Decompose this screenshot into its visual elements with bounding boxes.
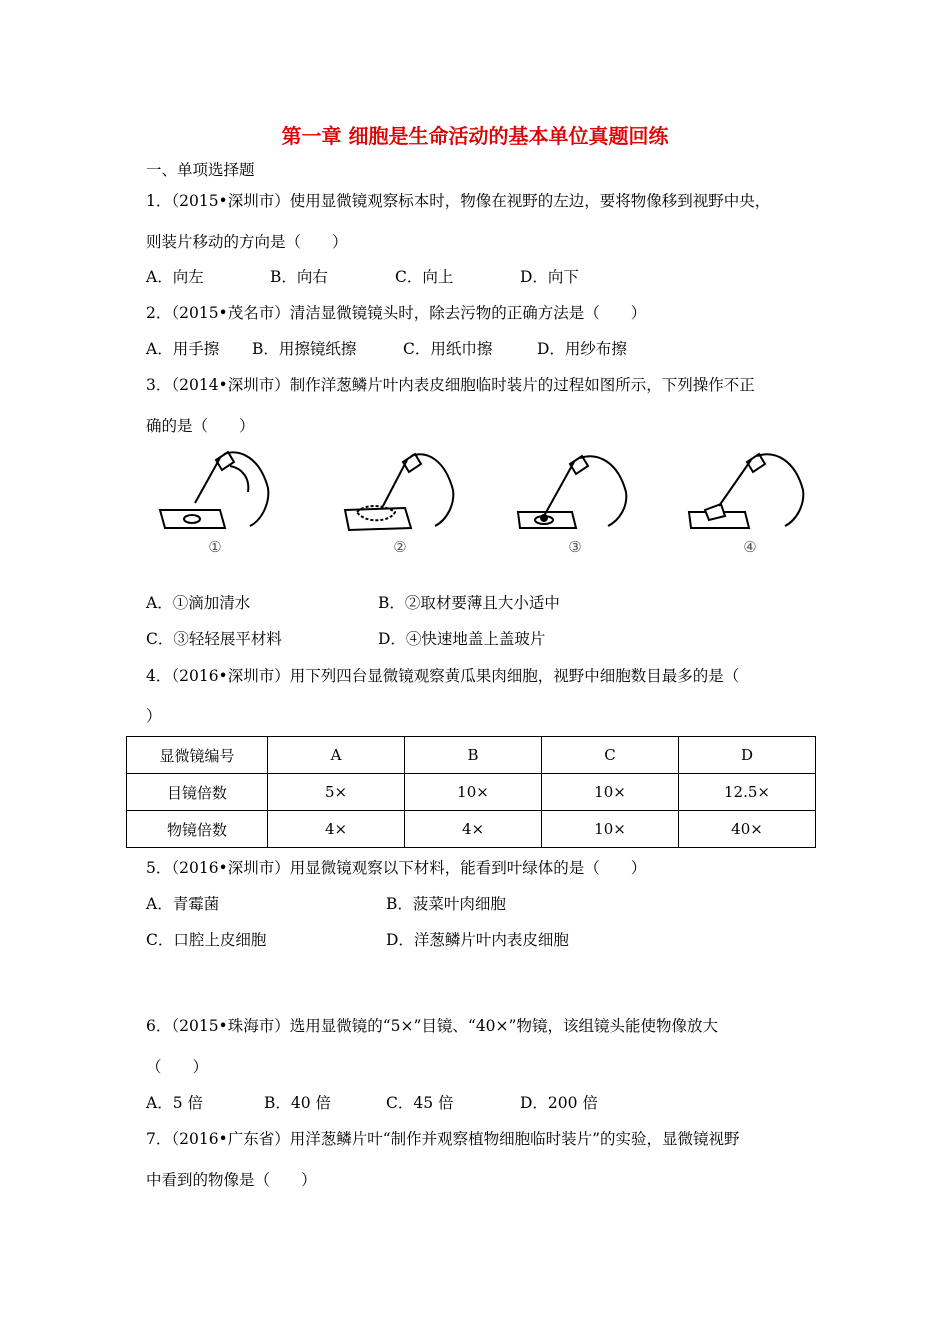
q5-option-a: A．青霉菌	[146, 895, 220, 913]
q6-stem-line2: （ ）	[146, 1058, 209, 1076]
figure-step-3	[510, 448, 640, 558]
table-row	[127, 811, 816, 848]
microscope-table	[126, 736, 816, 848]
table-cell: 4×	[405, 811, 542, 848]
q6-option-b: B．40 倍	[264, 1094, 332, 1112]
q2-option-a: A．用手擦	[146, 340, 220, 358]
q3-stem-line2: 确的是（ ）	[146, 417, 255, 435]
q1-option-b: B．向右	[270, 268, 328, 286]
table-row	[127, 774, 816, 811]
q6-option-a: A．5 倍	[146, 1094, 203, 1112]
q3-option-b: B．②取材要薄且大小适中	[378, 594, 560, 612]
q1-option-a: A．向左	[146, 268, 204, 286]
figure-step-2	[335, 448, 465, 558]
table-cell: 5×	[268, 774, 405, 811]
figure-label-4: ④	[743, 538, 757, 556]
q7-stem-line2: 中看到的物像是（ ）	[146, 1171, 317, 1189]
tissue-sample-illustration	[335, 448, 465, 538]
procedure-figures	[150, 448, 810, 568]
figure-label-2: ②	[393, 538, 407, 556]
spreading-illustration	[510, 448, 640, 538]
q1-option-d: D．向下	[520, 268, 579, 286]
q2-option-b: B．用擦镜纸擦	[252, 340, 357, 358]
q6-option-d: D．200 倍	[520, 1094, 598, 1112]
q5-option-b: B．菠菜叶肉细胞	[386, 895, 506, 913]
table-cell: 目镜倍数	[127, 774, 268, 811]
figure-label-3: ③	[568, 538, 582, 556]
q5-option-d: D．洋葱鳞片叶内表皮细胞	[386, 931, 569, 949]
table-cell: 物镜倍数	[127, 811, 268, 848]
table-header-cell: D	[679, 737, 816, 774]
q2-stem: 2．（2015•茂名市）清洁显微镜镜头时，除去污物的正确方法是（ ）	[146, 304, 647, 322]
q2-option-d: D．用纱布擦	[537, 340, 627, 358]
q4-stem-line2: ）	[146, 707, 162, 725]
section-heading: 一、单项选择题	[146, 161, 255, 179]
figure-step-4	[685, 448, 815, 558]
table-header-cell: A	[268, 737, 405, 774]
q6-option-c: C．45 倍	[386, 1094, 454, 1112]
q3-option-a: A．①滴加清水	[146, 594, 251, 612]
table-header-cell: B	[405, 737, 542, 774]
q3-option-c: C．③轻轻展平材料	[146, 630, 282, 648]
page-title: 第一章 细胞是生命活动的基本单位真题回练	[281, 124, 669, 148]
q7-stem-line1: 7．（2016•广东省）用洋葱鳞片叶“制作并观察植物细胞临时装片”的实验，显微镜视野	[146, 1130, 740, 1148]
cover-slip-illustration	[685, 448, 815, 538]
q3-option-d: D．④快速地盖上盖玻片	[378, 630, 546, 648]
table-cell: 10×	[542, 774, 679, 811]
q1-stem-line1: 1．（2015•深圳市）使用显微镜观察标本时，物像在视野的左边，要将物像移到视野中央，	[146, 192, 771, 210]
q5-stem: 5．（2016•深圳市）用显微镜观察以下材料，能看到叶绿体的是（ ）	[146, 859, 647, 877]
table-cell: 4×	[268, 811, 405, 848]
table-cell: 10×	[542, 811, 679, 848]
table-header-row	[127, 737, 816, 774]
figure-step-1	[150, 448, 280, 558]
table-header-cell: C	[542, 737, 679, 774]
table-header-cell: 显微镜编号	[127, 737, 268, 774]
q1-option-c: C．向上	[395, 268, 454, 286]
table-cell: 12.5×	[679, 774, 816, 811]
q1-stem-line2: 则装片移动的方向是（ ）	[146, 233, 348, 251]
table-cell: 10×	[405, 774, 542, 811]
q2-option-c: C．用纸巾擦	[403, 340, 493, 358]
dropper-illustration	[150, 448, 280, 538]
figure-label-1: ①	[208, 538, 222, 556]
q6-stem-line1: 6．（2015•珠海市）选用显微镜的“5×”目镜、“40×”物镜，该组镜头能使物像放大	[146, 1017, 718, 1035]
q4-stem-line1: 4．（2016•深圳市）用下列四台显微镜观察黄瓜果肉细胞，视野中细胞数目最多的是（	[146, 667, 740, 685]
q5-option-c: C．口腔上皮细胞	[146, 931, 267, 949]
table-cell: 40×	[679, 811, 816, 848]
q3-stem-line1: 3．（2014•深圳市）制作洋葱鳞片叶内表皮细胞临时装片的过程如图所示，下列操作不正	[146, 376, 755, 394]
